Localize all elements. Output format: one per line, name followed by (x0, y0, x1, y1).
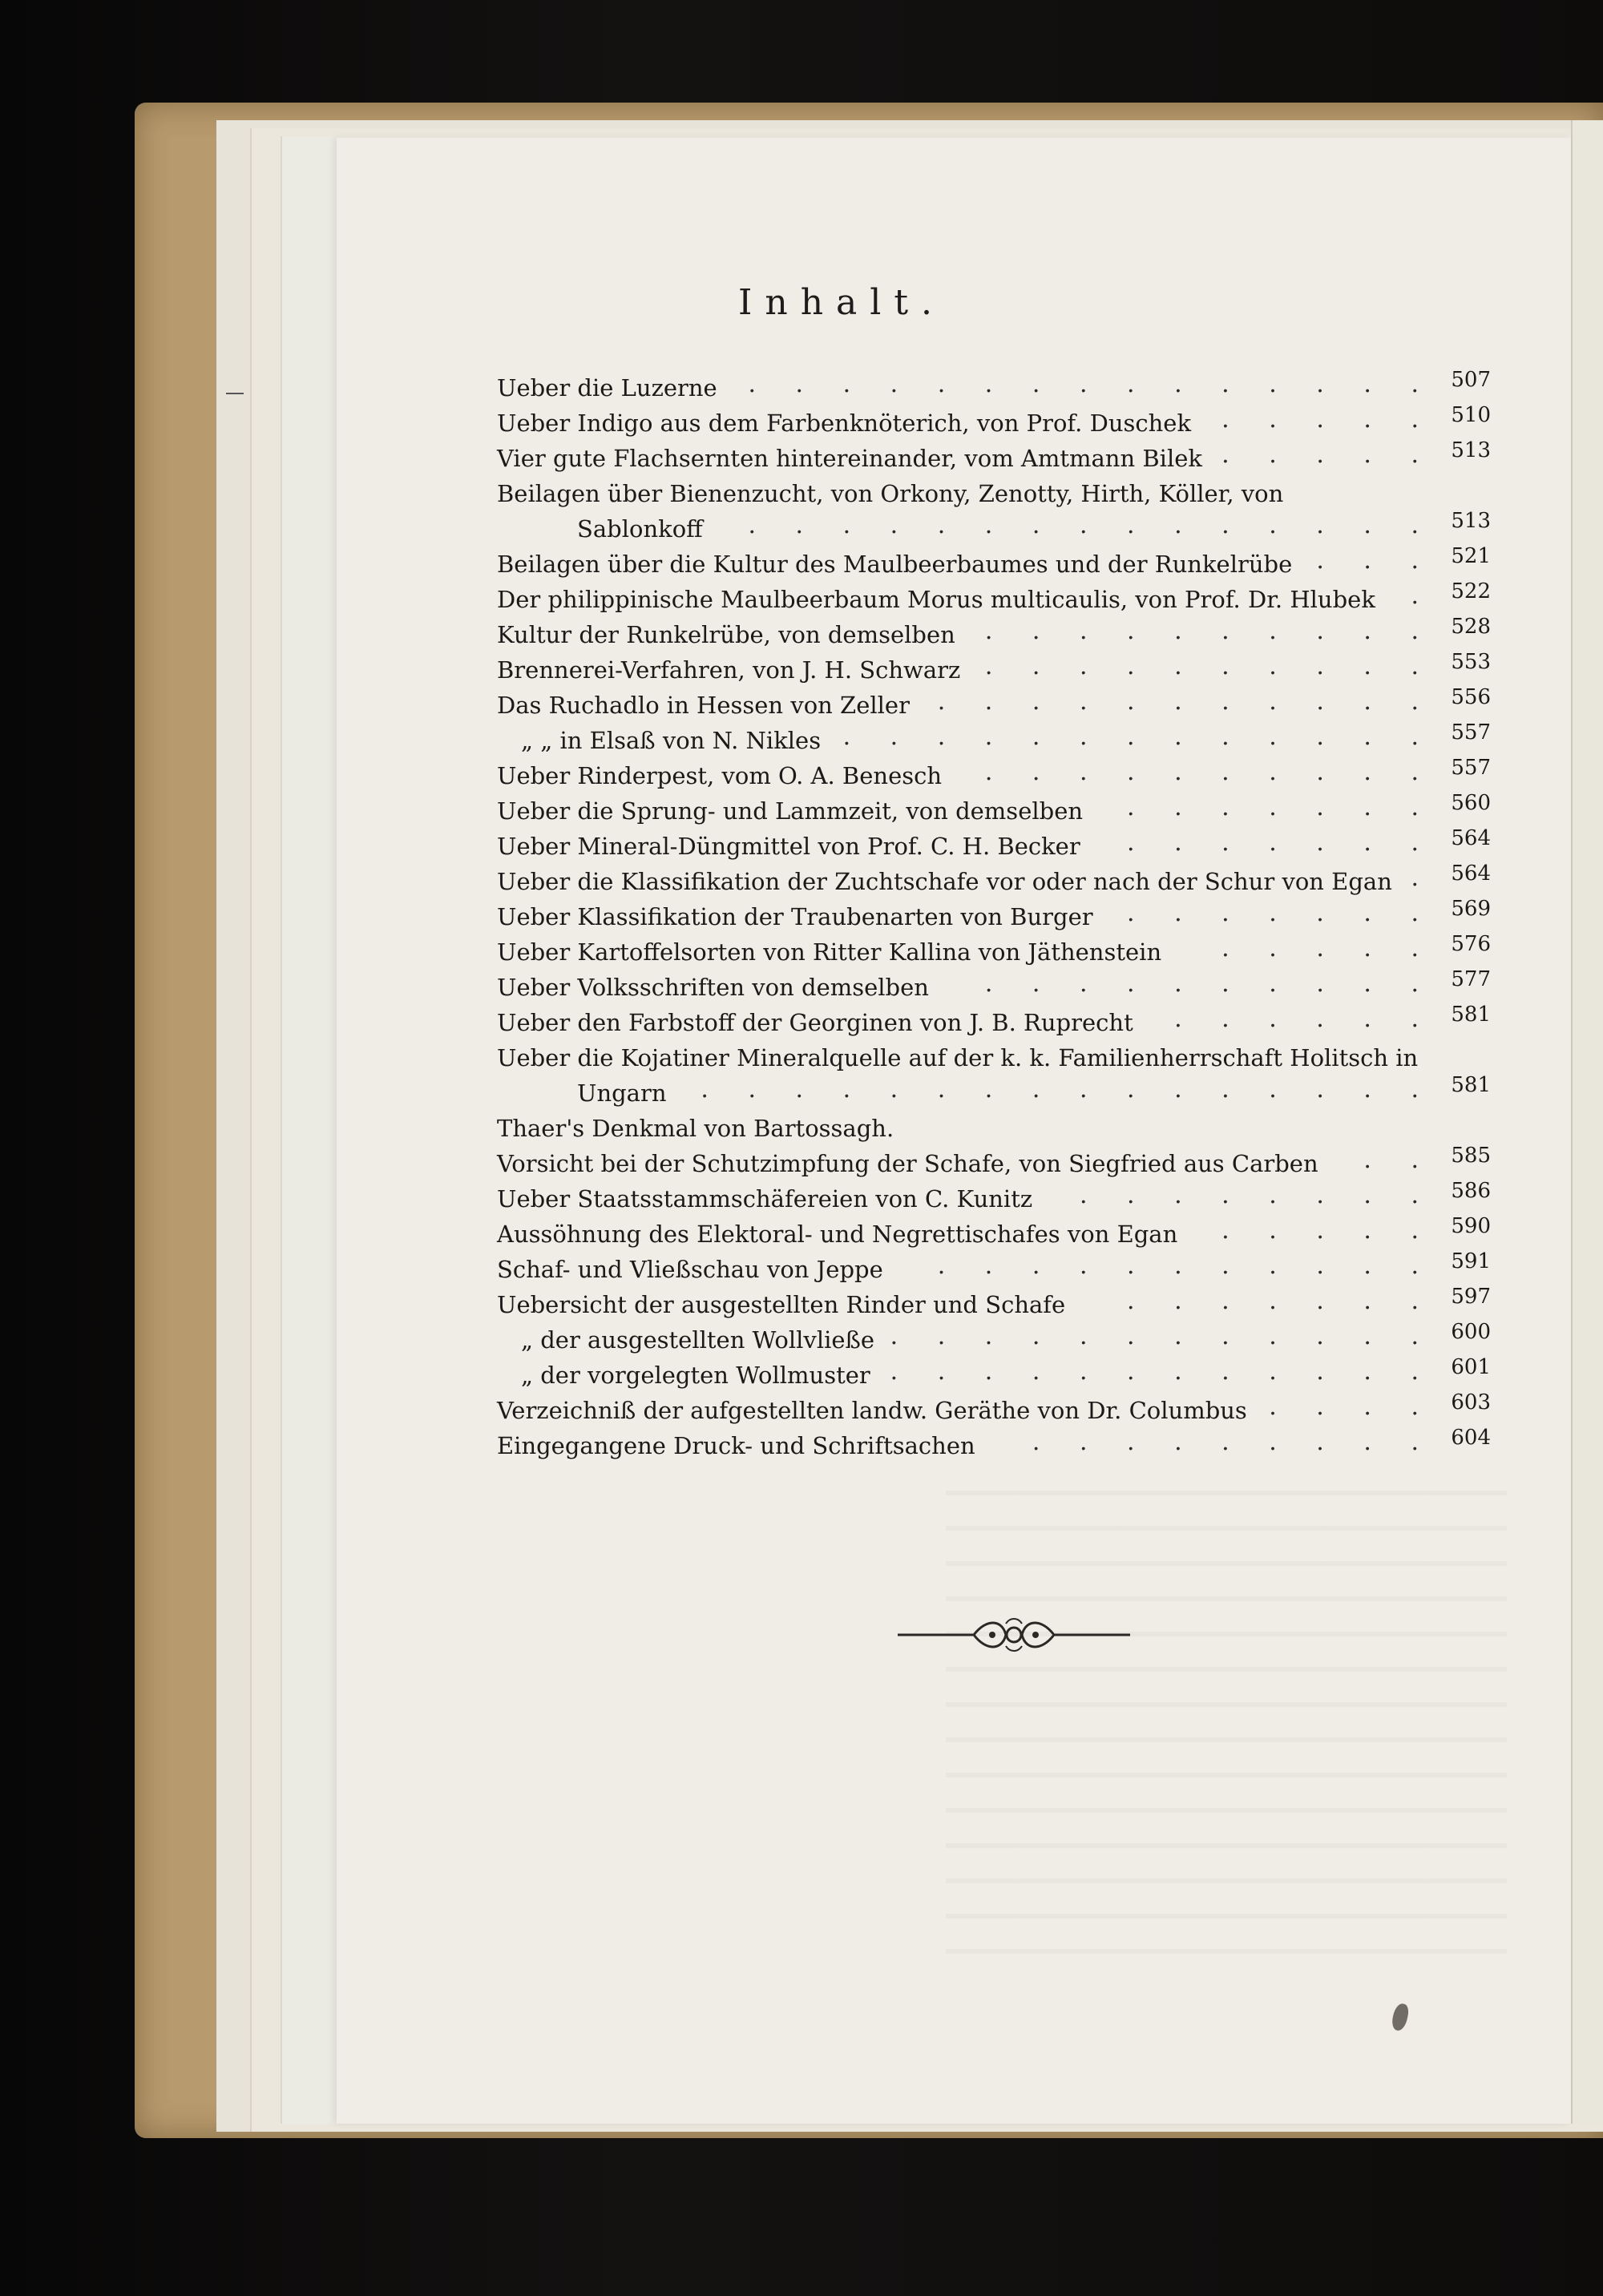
toc-entry-text: Ueber die Kojatiner Mineralquelle auf der k. k. Familienherrschaft Holitsch in (497, 1044, 1419, 1071)
toc-page-number: 553 (1451, 650, 1491, 674)
leader-dots: . . . . . . . (1127, 899, 1435, 927)
leader-dots: . . . . . (1221, 441, 1435, 469)
leader-dots: . . . . . . . . . (1032, 1428, 1435, 1456)
toc-entry (497, 617, 1491, 652)
toc-entry-text: Verzeichniß der aufgestellten landw. Geräthe von Dr. Columbus (497, 1397, 1247, 1424)
toc-entry-text: Das Ruchadlo in Hessen von Zeller (497, 692, 910, 719)
toc-entry-text: Ueber die Luzerne (497, 374, 717, 401)
toc-entry-text: Sablonkoff (577, 515, 703, 543)
toc-entry-text: Ueber Klassifikation der Traubenarten von Burger (497, 903, 1093, 930)
toc-entry-text: Beilagen über Bienenzucht, von Orkony, Zenotty, Hirth, Köller, von (497, 480, 1284, 507)
toc-page-number: 513 (1451, 438, 1491, 462)
toc-entry-text: Thaer's Denkmal von Bartossagh. (497, 1115, 894, 1142)
toc-page-number: 591 (1451, 1249, 1491, 1273)
toc-entry-text: Ueber die Klassifikation der Zuchtschafe vor oder nach der Schur von Egan (497, 868, 1392, 895)
leader-dots: . . . . . . . . . . . . (890, 1322, 1435, 1350)
toc-page-number: 557 (1451, 756, 1491, 780)
toc-entry (497, 1428, 1491, 1463)
table-of-contents (497, 370, 1491, 1463)
toc-page-number: 569 (1451, 897, 1491, 921)
leader-dots: . . . . . . . (1127, 793, 1435, 821)
toc-page-number: 557 (1451, 720, 1491, 744)
toc-entry (497, 579, 1491, 617)
toc-entry (497, 758, 1491, 793)
toc-page-number: 600 (1451, 1320, 1491, 1344)
leader-dots: . . . . . . . . . . . . . (842, 723, 1435, 751)
toc-entry (497, 934, 1491, 970)
leader-dots: . . . . . . . . . . . (937, 1252, 1435, 1280)
toc-entry (497, 793, 1491, 829)
leader-dots: . . (1363, 1146, 1435, 1174)
toc-entry-text: Ungarn (577, 1079, 667, 1107)
toc-entry-text: Ueber Volksschriften von demselben (497, 974, 929, 1001)
toc-entry (497, 685, 1491, 723)
toc-entry (497, 720, 1491, 758)
toc-entry (497, 1287, 1491, 1322)
toc-page-number: 577 (1451, 967, 1491, 991)
toc-entry-text: Der philippinische Maulbeerbaum Morus multicaulis, von Prof. Dr. Hlubek (497, 586, 1375, 613)
leader-dots: . . . . . . . . . . . . . . . . (701, 1075, 1435, 1104)
toc-entry-text: Ueber Staatsstammschäfereien von C. Kunitz (497, 1185, 1033, 1213)
toc-entry-text: Aussöhnung des Elektoral- und Negrettischafes von Egan (497, 1221, 1178, 1248)
toc-entry-text: Eingegangene Druck- und Schriftsachen (497, 1432, 975, 1459)
toc-entry (497, 864, 1491, 899)
toc-page-number: 603 (1451, 1390, 1491, 1414)
toc-page-number: 576 (1451, 932, 1491, 956)
toc-page-number: 597 (1451, 1285, 1491, 1309)
toc-entry-text: Ueber die Sprung- und Lammzeit, von demselben (497, 797, 1084, 825)
toc-entry (497, 1355, 1491, 1393)
toc-entry-text: Ueber Kartoffelsorten von Ritter Kallina von Jäthenstein (497, 938, 1162, 966)
toc-page-number: 564 (1451, 862, 1491, 886)
leader-dots: . . . . . . . . . . (984, 652, 1435, 680)
leader-dots: . (1411, 582, 1435, 610)
toc-entry (497, 1390, 1491, 1428)
toc-entry (497, 652, 1491, 688)
leader-dots: . . . . . (1221, 406, 1435, 434)
leader-dots: . . . . . . . . . . . . (890, 1358, 1435, 1386)
toc-entry (497, 1214, 1491, 1252)
leader-dots: . . . . . (1221, 1217, 1435, 1245)
toc-entry (497, 967, 1491, 1005)
toc-entry (497, 1075, 1491, 1111)
toc-page-number: 556 (1451, 685, 1491, 709)
toc-entry (497, 899, 1491, 934)
toc-entry (497, 1322, 1491, 1358)
toc-entry (497, 1249, 1491, 1287)
leader-dots: . (1411, 864, 1435, 892)
toc-entry (497, 403, 1491, 441)
toc-page-number: 564 (1451, 826, 1491, 850)
ornament-flourish-icon (898, 1611, 1130, 1659)
toc-entry-text: Brennerei-Verfahren, von J. H. Schwarz (497, 656, 961, 684)
leader-dots: . . . (1316, 547, 1435, 575)
toc-entry-text: Ueber Indigo aus dem Farbenknöterich, von Prof. Duschek (497, 410, 1192, 437)
leader-dots: . . . . . . . . . . (984, 758, 1435, 786)
leader-dots: . . . . . . . . . . (984, 970, 1435, 998)
toc-entry (497, 1005, 1491, 1040)
toc-page-number: 528 (1451, 615, 1491, 639)
toc-entry (497, 370, 1491, 406)
leader-dots: . . . . . . . (1127, 1287, 1435, 1315)
toc-entry-text: Schaf- und Vließschau von Jeppe (497, 1256, 883, 1283)
toc-page-number: 560 (1451, 791, 1491, 815)
leader-dots: . . . . . (1221, 934, 1435, 962)
toc-page-number: 585 (1451, 1144, 1491, 1168)
show-through-text (946, 1491, 1507, 1971)
toc-entry-text: „ „ in Elsaß von N. Nikles (521, 727, 822, 754)
toc-page-number: 510 (1451, 403, 1491, 427)
toc-page-number: 581 (1451, 1073, 1491, 1097)
margin-mark (226, 393, 244, 394)
toc-page-number: 522 (1451, 579, 1491, 603)
leader-dots: . . . . . . . . . . . . . . . (748, 370, 1435, 398)
leader-dots: . . . . . . . (1127, 829, 1435, 857)
leader-dots: . . . . . . . . . . . (937, 688, 1435, 716)
toc-entry-text: Uebersicht der ausgestellten Rinder und Schafe (497, 1291, 1066, 1318)
toc-entry (497, 438, 1491, 476)
toc-entry-text: Vorsicht bei der Schutzimpfung der Schafe, von Siegfried aus Carben (497, 1150, 1318, 1177)
toc-entry (497, 1111, 1491, 1146)
toc-entry (497, 1146, 1491, 1181)
toc-entry (497, 826, 1491, 864)
toc-entry-text: Ueber den Farbstoff der Georginen von J. B. Ruprecht (497, 1009, 1133, 1036)
toc-entry (497, 1181, 1491, 1217)
page-title: Inhalt. (737, 282, 946, 323)
toc-entry-text: „ der vorgelegten Wollmuster (521, 1362, 870, 1389)
leader-dots: . . . . (1269, 1393, 1435, 1421)
leader-dots: . . . . . . . . (1079, 1181, 1435, 1209)
facing-page-edge (1571, 120, 1603, 2124)
toc-page-number: 586 (1451, 1179, 1491, 1203)
toc-entry (497, 476, 1491, 511)
leader-dots: . . . . . . . . . . (984, 617, 1435, 645)
toc-page-number: 507 (1451, 368, 1491, 392)
toc-page-number: 604 (1451, 1426, 1491, 1450)
toc-entry-text: „ der ausgestellten Wollvließe (521, 1326, 875, 1354)
toc-entry (497, 1040, 1491, 1075)
toc-entry (497, 544, 1491, 582)
toc-page-number: 601 (1451, 1355, 1491, 1379)
toc-page-number: 521 (1451, 544, 1491, 568)
toc-entry (497, 511, 1491, 547)
toc-page-number: 581 (1451, 1003, 1491, 1027)
toc-entry-text: Kultur der Runkelrübe, von demselben (497, 621, 955, 648)
toc-entry-text: Beilagen über die Kultur des Maulbeerbaumes und der Runkelrübe (497, 551, 1293, 578)
toc-entry-text: Ueber Rinderpest, vom O. A. Benesch (497, 762, 943, 789)
toc-page-number: 513 (1451, 509, 1491, 533)
toc-entry-text: Ueber Mineral-Düngmittel von Prof. C. H. Becker (497, 833, 1080, 860)
leader-dots: . . . . . . . . . . . . . . . (748, 511, 1435, 539)
toc-entry-text: Vier gute Flachsernten hintereinander, vom Amtmann Bilek (497, 445, 1202, 472)
toc-page-number: 590 (1451, 1214, 1491, 1238)
leader-dots: . . . . . . (1174, 1005, 1435, 1033)
